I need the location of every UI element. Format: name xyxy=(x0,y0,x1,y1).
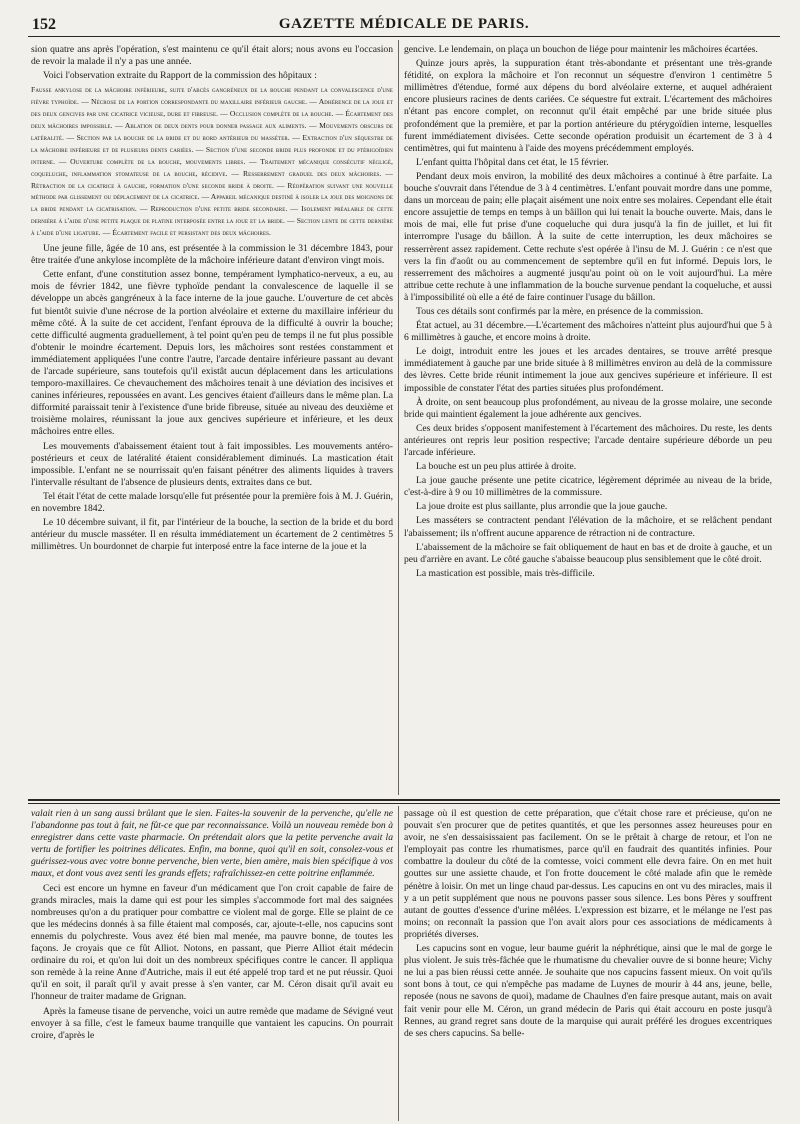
paragraph: L'enfant quitta l'hôpital dans cet état, le 15 février. xyxy=(416,156,609,168)
paragraph: À droite, on sent beaucoup plus profondément, au niveau de la grosse molaire, une seconde bride qui maintient également la joue adhérente aux gencives. xyxy=(404,396,772,420)
page-header xyxy=(28,10,780,37)
case-summary: Fausse ankylose de la mâchoire inférieure, suite d'abcès gangréneux de la bouche pendant la convalescence d'une fièvre typhoïde. — Nécrose de la portion correspondante du maxillaire inférieur gauche. — Adhérence de la joue et des deux gencives par une cicatrice vicieuse, dure et fibreuse. — Occlusion complète de la bouche. — Écartement des deux mâchoires impossible. — Ablation de deux dents pour donner passage aux aliments. — Mouvements obscurs de latéralité. — Section par la bouche de la bride et du bord antérieur du masséter. — Extraction d'un séquestre de la mâchoire inférieure et de plusieurs dents cariées. — Section d'une seconde bride plus profonde et du ptérigoïdien interne. — Ouverture complète de la bouche, mouvements libres. — Traitement mécanique consécutif négligé, coqueluche, inflammation stomateuse de la bouche, récidive. — Resserrement graduel des deux mâchoires. — Rétraction de la cicatrice à gauche, formation d'une seconde bride à droite. — Réopération suivant une nouvelle méthode par glissement ou déplacement de la cicatrice. — Appareil mécanique destiné à isoler la joue des moignons de la bride pendant la cicatrisation. — Reproduction d'une petite bride secondaire. — Isolement préalable de cette dernière à l'aide d'une petite plaque de platine interposée entre la joue et la bride. — Section lente de cette dernière à l'aide d'une ligature. — Écartement facile et persistant des deux mâchoires. xyxy=(31,85,393,238)
feuilleton-separator xyxy=(28,799,780,804)
upper-right-column xyxy=(404,44,772,794)
paragraph: Le doigt, introduit entre les joues et les arcades dentaires, se trouve arrêté presque immédiatement à gauche par une bride située à 8 millimètres environ au delà de la commissure des lèvres. Cette bride réunit intimement la joue aux gencives supérieure et inférieure. Il est impossible de constater l'état des parties situées plus profondément. xyxy=(404,346,772,394)
column-divider-bottom xyxy=(398,806,399,1121)
journal-title: GAZETTE MÉDICALE DE PARIS. xyxy=(278,16,530,32)
paragraph: Voici l'observation extraite du Rapport de la commission des hôpitaux : xyxy=(43,70,317,82)
column-divider-top xyxy=(398,40,399,795)
paragraph: Cette enfant, d'une constitution assez bonne, tempérament lymphatico-nerveux, a eu, au mois de février 1842, une fièvre typhoïde pendant la convalescence de laquelle il se développe un abcès gangréneux à la face interne de la joue gauche. L'ouverture de cet abcès fut bientôt suivie d'une nécrose de la portion alvéolaire et externe du maxillaire inférieur du même côté. À la suite de cet accident, l'enfant éprouva de la difficulté à ouvrir la bouche; cette difficulté augmenta graduellement, à tel point qu'en peu de temps il ne fut plus possible d'obtenir le moindre écartement. Depuis lors, les mâchoires sont restées constamment et immédiatement appliquées l'une contre l'autre, l'arcade dentaire inférieure passant au devant de l'arcade supérieure, sans toutefois qu'il existât aucun déplacement dans les articulations temporo-maxillaires. Ce chevauchement des mâchoires tenait à une déviation des incisives et canines inférieures, repoussées en avant. Les gencives étaient d'ailleurs dans le même plan. La difformité paraissait tenir à l'existence d'une bride fibreuse, située au niveau des deuxième et troisième molaires, réunissant la joue aux gencives supérieure et inférieure, et les deux mâchoires entre elles. xyxy=(31,269,393,438)
paragraph: La bouche est un peu plus attirée à droite. xyxy=(416,461,577,473)
paragraph: La joue droite est plus saillante, plus arrondie que la joue gauche. xyxy=(416,501,668,513)
paragraph: Les masséters se contractent pendant l'élévation de la mâchoire, et se relâchent pendant l'abaissement; ils n'offrent aucune apparence de rétraction ni de contracture. xyxy=(404,515,772,539)
upper-left-column xyxy=(31,44,393,794)
paragraph: passage où il est question de cette préparation, que c'était chose rare et précieuse, qu'on ne pouvait s'en procurer que de petites quantités, et que les personnes assez heureuses pour en avoir, ne s'en dessaisissaient pas facilement. On se le prêtait à charge de retour, et l'on ne l'employait pas contre les rhumatismes, parce qu'il en faudrait des quantités infinies. Pour combattre la douleur du côté de la comtesse, voici comment elle devra faire. On en met huit gouttes sur une assiette chaude, et l'on frotte doucement le côté malade afin que le remède pénètre à loisir. On met un linge chaud par-dessus. Les capucins en ont vu des miracles, mais il y a un petit supplément que nous ne pouvons passer sous silence. Les bons Pères y souffrent autant de gouttes d'essence d'urine mêlées. L'expression est bizarre, et le mélange ne l'est pas moins; on reconnaît la passion que l'on avait alors pour ces associations de médicaments à propriétés diverses. xyxy=(404,808,772,940)
paragraph: L'abaissement de la mâchoire se fait obliquement de haut en bas et de droite à gauche, et un peu d'arrière en avant. Le côté gauche s'abaisse beaucoup plus sensiblement que le côté droit. xyxy=(404,541,772,565)
paragraph: Ces deux brides s'opposent manifestement à l'écartement des mâchoires. Du reste, les dents antérieures ont repris leur position respective; l'arcade dentaire supérieure déborde un peu l'arcade inférieure. xyxy=(404,422,772,458)
paragraph: gencive. Le lendemain, on plaça un bouchon de liége pour maintenir les mâchoires écartées. xyxy=(404,44,758,55)
paragraph: sion quatre ans après l'opération, s'est maintenu ce qu'il était alors; nous avons eu l'occasion de revoir la malade il n'y a pas une année. xyxy=(31,44,393,68)
paragraph: État actuel, au 31 décembre.—L'écartement des mâchoires n'atteint plus aujourd'hui que 5 à 6 millimètres à gauche, et encore moins à droite. xyxy=(404,320,772,344)
paragraph: Tous ces détails sont confirmés par la mère, en présence de la commission. xyxy=(416,305,704,317)
paragraph: Les mouvements d'abaissement étaient tout à fait impossibles. Les mouvements antéro-postérieurs et ceux de latéralité étaient considérablement diminués. La mastication était impossible. L'enfant ne se nourrissait qu'en faisant pénétrer des aliments liquides à travers l'intervalle résultant de l'absence de plusieurs dents, extraites dans ce but. xyxy=(31,440,393,488)
paragraph: Pendant deux mois environ, la mobilité des deux mâchoires a continué à être parfaite. La bouche s'ouvrait dans l'étendue de 3 à 4 centimètres. L'enfant pouvait mordre dans une pomme, dans un morceau de pain; elle plaçait aisément une noix entre ses molaires. Cependant elle était encore assujettie de temps en temps à un bâillon qui lui tenait la bouche ouverte. Mais, dans le mois de mai, elle fut prise d'une coqueluche qui dura jusqu'à la fin de juillet, et lui fit interrompre l'usage du bâillon. À la suite de cette interruption, les deux mâchoires se resserrèrent assez rapidement. Cette rechute s'est opérée à l'insu de M. J. Guérin : ce n'est que vers la fin d'août ou au commencement de septembre qu'il en fut informé. Depuis lors, le resserrement des mâchoires a augmenté jusqu'au point où on le voit aujourd'hui. La mère attribue cette rechute à une inflammation de la bouche survenue pendant la coqueluche, et aussi à l'impossibilité où elle a été de faire continuer l'usage du bâillon. xyxy=(404,170,772,303)
paragraph: Tel était l'état de cette malade lorsqu'elle fut présentée pour la première fois à M. J. Guérin, en novembre 1842. xyxy=(31,490,393,515)
page-number: 152 xyxy=(32,16,56,33)
paragraph: Les capucins sont en vogue, leur baume guérit la néphrétique, ainsi que le mal de gorge le plus violent. Je suis très-fâchée que le rhumatisme du chevalier ouvre de si bonne heure; Vichy ne lui a pas bien réussi cette année. Je souhaite que nos capucins fassent mieux. On voit qu'ils sont bons à tout, ce qui n'empêche pas madame de Luynes de mourir à 44 ans, jeune, belle, reposée (nous ne savons de quoi), madame de Chaulnes d'en faire presque autant, mais on avait fait venir pour elle M. Céron, un grand médecin de Paris qui était accouru en poste jusqu'à Rennes, au grand regret sans doute de la marquise qui aurait préféré les drogues excentriques de ses chers capucins. Sa belle- xyxy=(404,943,772,1039)
paragraph: Ceci est encore un hymne en faveur d'un médicament que l'on croit capable de faire de grands miracles, mais la dame qui est pour les simples s'accommode fort mal des saignées nombreuses qu'on a du pratiquer pour combattre ce violent mal de gorge. Elle se plaint de ce que les médecins donnés à sa fille étaient mal composés, car, ajoute-t-elle, nos capucins sont ennemis du polychreste. Vous avez été bien mal menée, ma pauvre bonne, de toutes les façons. Je croyais que ce fût Alliot. Notons, en passant, que Pierre Alliot était médecin ordinaire du roi, et qu'on lui doit un des nombreux spécifiques contre le cancer. Il appliqua son remède à la reine Anne d'Autriche, mais il eut été appelé trop tard et ne put réussir. Quoi qu'il en soit, il paraît qu'il y avait presse à s'en vanter, car M. Céron disait qu'il avait eu l'honneur de traiter madame de Grignan. xyxy=(31,882,393,1003)
paragraph: Quinze jours après, la suppuration étant très-abondante et présentant une très-grande fétidité, on explora la mâchoire et l'on reconnut un séquestre d'environ 1 centimètre 5 millimètres d'étendue, formé aux dépens du bord alvéolaire externe, et auquel adhéraient encore plusieurs racines de dents cariées. Ce séquestre fut extrait. L'écartement des mâchoires n'étant pas encore complet, on reconnut qu'il était empêché par une bride située plus profondément que la première, et par la portion antérieure du ptérygoïdien interne, lesquelles furent immédiatement divisées. Cette seconde opération produisit un écartement de 3 à 4 centimètres, qui fut maintenu à l'aide des moyens précédemment employés. xyxy=(404,58,772,154)
lower-right-column xyxy=(404,808,772,1120)
paragraph: valait rien à un sang aussi brûlant que le sien. Faites-la souvenir de la pervenche, qu'elle ne l'abandonne pas tout à fait, ne fût-ce que par reconnaissance. Voilà un nouveau remède bon à enregistrer dans cette vaste pharmacie. On prétendait alors que la petite pervenche avait la vertu de fortifier les poitrines délicates. Enfin, ma bonne, quoi qu'il en soit, consolez-vous et guérissez-vous avec votre bonne pervenche, bien verte, bien amère, mais bien spécifique à vos maux, et dont vous avez senti les grands effets; rafraîchissez-en cette poitrine enflammée. xyxy=(31,808,393,880)
paragraph: Une jeune fille, âgée de 10 ans, est présentée à la commission le 31 décembre 1843, pour être traitée d'une ankylose incomplète de la mâchoire inférieure datant d'environ vingt mois. xyxy=(31,243,393,267)
paragraph: La mastication est possible, mais très-difficile. xyxy=(416,567,595,579)
lower-left-column xyxy=(31,808,393,1120)
paragraph: La joue gauche présente une petite cicatrice, légèrement déprimée au niveau de la bride, c'est-à-dire à 9 ou 10 millimètres de la commissure. xyxy=(404,475,772,499)
paragraph: Le 10 décembre suivant, il fit, par l'intérieur de la bouche, la section de la bride et du bord antérieur du muscle masséter. Il en résulta immédiatement un écartement de 2 centimètres 5 millimètres. Un bourdonnet de charpie fut interposé entre la face interne de la joue et la xyxy=(31,517,393,553)
paragraph: Après la fameuse tisane de pervenche, voici un autre remède que madame de Sévigné veut envoyer à sa fille, c'est le fameux baume tranquille que vantaient les capucins. On pourrait croire, d'après le xyxy=(31,1005,393,1041)
